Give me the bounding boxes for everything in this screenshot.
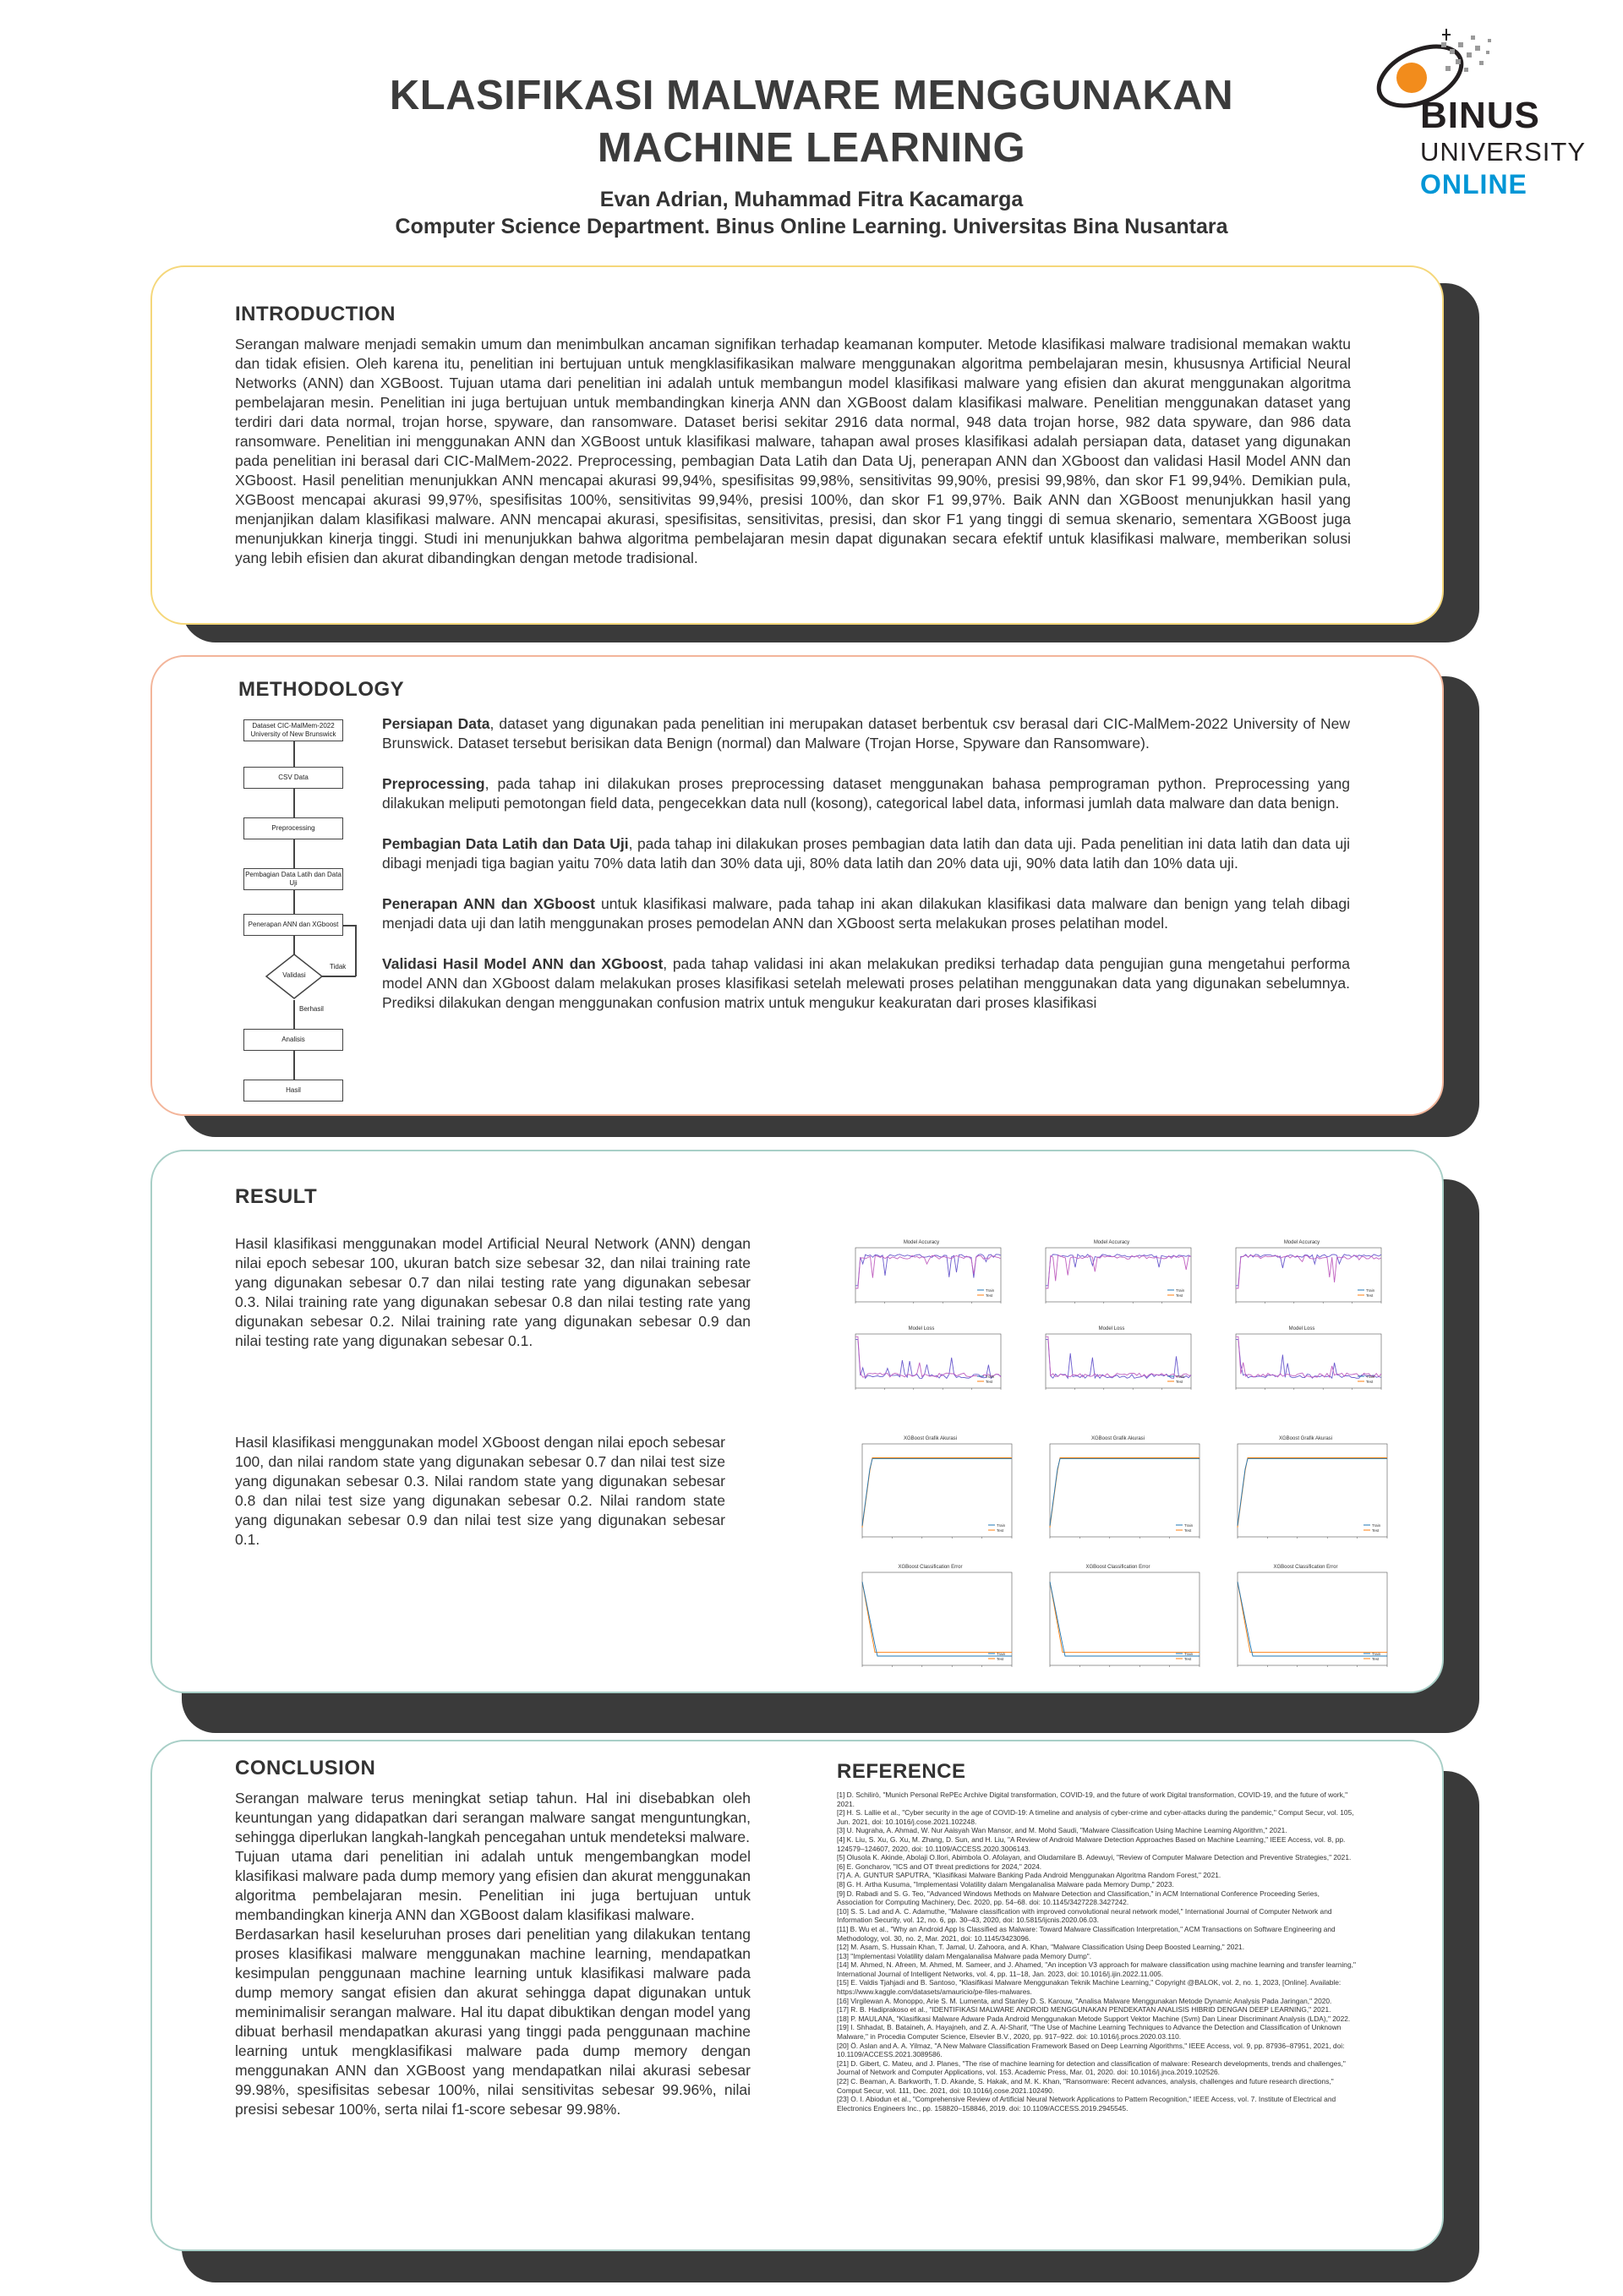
legend-label: Train [1372, 1652, 1381, 1656]
result-plot [844, 1561, 1017, 1677]
reference-item: [12] M. Asam, S. Hussain Khan, T. Jamal, U. Zahoora, and A. Khan, "Malware Classification Using Deep Boosted Learning," 2021. [837, 1943, 1245, 1952]
introduction-heading: INTRODUCTION [235, 303, 396, 325]
reference-item: [15] E. Valdis Tjahjadi and B. Santoso, "Klasifikasi Malware Menggunakan Teknik Machine Learning," Copyright @BALOK, vol. 2, no. 1, 2023, [Online]. Available: https://www.kaggle.com/datasets/amauricio/pe-files-malwares. [837, 1978, 1342, 1997]
result-card [150, 1150, 1444, 1693]
reference-item: [9] D. Rabadi and S. G. Teo, "Advanced Windows Methods on Malware Detection and Classification," in ACM International Conference Proceeding Series, Association for Computing Machinery, Dec. 2020, pp. 54–68. doi: 10.1145/3427228.3427242. [837, 1889, 1320, 1907]
plot-title: XGBoost Grafik Akurasi [1278, 1436, 1333, 1441]
plot-title: XGBoost Classification Error [1085, 1565, 1150, 1570]
reference-item: [22] C. Beaman, A. Barkworth, T. D. Akande, S. Hakak, and M. K. Khan, "Ransomware: Recent advances, analysis, challenges and future research directions," Comput Secur, vol. 111, Dec. 2021, doi: 10.1016/j.cose.2021.102490. [837, 2077, 1334, 2095]
authors: Evan Adrian, Muhammad Fitra Kacamarga [599, 188, 1024, 211]
reference-item: [7] A. A. GUNTUR SAPUTRA, "Klasifikasi Malware Banking Pada Android Menggunakan Algoritma Random Forest," 2021. [837, 1871, 1221, 1880]
plot-title: Model Accuracy [1283, 1240, 1320, 1245]
plot-title: Model Loss [1288, 1326, 1315, 1331]
conclusion-paragraph: Berdasarkan hasil keseluruhan proses dari penelitian yang dilakukan tentang proses klasifikasi malware menggunakan machine learning, mendapatkan kesimpulan penggunaan machine learning untuk klasifikasi malware pada dump memory sangat efisien dan akurat sehingga dapat digunakan untuk meminimalisir serangan malware. Hal itu dapat dibuktikan dengan model yang dibuat berhasil mendapatkan akurasi yang tinggi pada penggunaan machine learning untuk mengklasifikasi malware pada dump memory dengan menggunakan ANN dan XGBoost yang mendapatkan nilai akurasi sebesar 99.98%, spesifisitas sebesar 100%, nilai sensitivitas sebesar 99.96%, nilai presisi sebesar 100%, serta nilai f1-score sebesar 99.98%. [235, 1926, 751, 2118]
result-plot [1217, 1322, 1386, 1400]
flow-connector [293, 839, 295, 868]
legend-label: Test [997, 1657, 1004, 1661]
legend-label: Train [997, 1523, 1006, 1528]
step-title: Penerapan ANN dan XGboost [382, 895, 595, 912]
conclusion-text [235, 1789, 751, 2119]
legend-label: Test [986, 1380, 993, 1384]
result-plot [1031, 1561, 1205, 1677]
flow-tidak-label: Tidak [330, 963, 347, 970]
step-text: , dataset yang digunakan pada penelitian ini merupakan dataset berbentuk csv berasal dari CIC-MalMem-2022 University of New Brunswick. Dataset tersebut berisikan data Benign (normal) dan Malware (Trojan Horse, Spyware dan Ransomware). [382, 715, 1350, 752]
plot-frame [1236, 1334, 1381, 1388]
result-plot [1027, 1322, 1196, 1400]
plot-frame [855, 1334, 1001, 1388]
logo-line-3: ONLINE [1420, 169, 1527, 200]
reference-item: [8] G. H. Artha Kusuma, "Implementasi Volatility dalam Mengalanalisa Malware pada Memory Dump," 2023. [837, 1879, 1174, 1889]
plot-title: Model Loss [1098, 1326, 1125, 1331]
reference-item: [13] "Implementasi Volatility dalam Mengalanalisa Malware pada Memory Dump". [837, 1951, 1092, 1960]
flow-connector [293, 890, 295, 914]
flow-analisis: Analisis [243, 1029, 343, 1051]
result-xgb-text: Hasil klasifikasi menggunakan model XGboost dengan nilai epoch sebesar 100, dan nilai random state yang digunakan sebesar 0.7 dan nilai test size yang digunakan sebesar 0.3. Nilai random state yang digunakan sebesar 0.8 dan nilai test size yang digunakan sebesar 0.2. Nilai random state yang digunakan sebesar 0.9 dan nilai test size yang digunakan sebesar 0.1. [235, 1434, 725, 1548]
legend-label: Train [986, 1375, 995, 1379]
conclusion-heading: CONCLUSION [235, 1757, 376, 1779]
flow-split: Pembagian Data Latih dan Data Uji [243, 868, 343, 890]
reference-item: [19] I. Shhadat, B. Bataineh, A. Hayajneh, and Z. A. Al-Sharif, "The Use of Machine Learning Techniques to Advance the Detection and Classification of Unknown Malware," in Procedia Computer Science, Elsevier B.V., 2020, pp. 917–922. doi: 10.1016/j.procs.2020.03.110. [837, 2023, 1342, 2042]
reference-item: [1] D. Schilirò, "Munich Personal RePEc Archive Digital transformation, COVID-19, and the future of work Digital transformation, COVID-19, and the future of work," 2021. [837, 1790, 1348, 1808]
plot-frame [1238, 1572, 1387, 1665]
result-plot [1031, 1432, 1205, 1549]
methodology-heading: METHODOLOGY [238, 678, 405, 701]
step-persiapan [382, 714, 1350, 753]
plot-frame [1050, 1572, 1199, 1665]
legend-label: Test [1184, 1528, 1192, 1533]
step-penerapan [382, 894, 1350, 933]
flow-connector [293, 741, 295, 767]
plot-title: Model Accuracy [903, 1240, 940, 1245]
conclusion-paragraph: Serangan malware terus meningkat setiap tahun. Hal ini disebabkan oleh keuntungan yang didapatkan dari serangan malware sangat menguntungkan, sehingga diperlukan langkah-langkah pencegahan untuk mendeteksi malware. [235, 1790, 751, 1845]
plot-title: XGBoost Grafik Akurasi [1090, 1436, 1145, 1441]
flow-validasi-label: Validasi [282, 971, 306, 979]
flow-connector [343, 925, 356, 927]
reference-item: [2] H. S. Lallie et al., "Cyber security in the age of COVID-19: A timeline and analysis of cyber-crime and cyber-attacks during the pandemic," Comput Secur, vol. 105, Jun. 2021, doi: 10.1016/j.cose.2021.102248. [837, 1808, 1354, 1826]
result-plot [837, 1322, 1006, 1400]
legend-label: Train [1372, 1523, 1381, 1528]
reference-item: [11] B. Wu et al., "Why an Android App Is Classified as Malware: Toward Malware Classification Interpretation," ACM Transactions on Software Engineering and Methodology, vol. 30, no. 2, Mar. 2021, doi: 10.1145/3423096. [837, 1924, 1336, 1943]
legend-label: Train [1366, 1375, 1375, 1379]
flow-csv: CSV Data [243, 767, 343, 789]
reference-item: [3] U. Nugraha, A. Ahmad, W. Nur Aaisyah Wan Mansor, and M. Mohd Saudi, "Malware Classification Using Machine Learning Algorithm," 2021. [837, 1826, 1287, 1835]
methodology-flowchart [235, 714, 396, 1112]
conclusion-paragraph: Tujuan utama dari penelitian ini adalah untuk mengembangkan model klasifikasi malware pada dump memory yang efisien dan akurat menggunakan algoritma pembelajaran mesin. Penelitian ini juga bertujuan untuk membandingkan kinerja ANN dan XGBoost dalam klasifikasi malware. [235, 1848, 751, 1923]
step-title: Pembagian Data Latih dan Data Uji [382, 835, 629, 852]
flow-connector [322, 976, 356, 977]
logo-line-2: UNIVERSITY [1420, 137, 1587, 167]
reference-item: [10] S. S. Lad and A. C. Adamuthe, "Malware classification with improved convolutional neural network model," International Journal of Computer Network and Information Security, vol. 12, no. 6, pp. 30–43, 2020, doi: 10.5815/ijcnis.2020.06.03. [837, 1906, 1332, 1925]
reference-item: [4] K. Liu, S. Xu, G. Xu, M. Zhang, D. Sun, and H. Liu, "A Review of Android Malware Detection Approaches Based on Machine Learning," IEEE Access, vol. 8, pp. 124579–124607, 2020, doi: 10.1109/ACCESS.2020.3006143. [837, 1834, 1346, 1853]
flow-connector [355, 925, 357, 976]
title-line-2: MACHINE LEARNING [597, 125, 1026, 171]
result-plot [1219, 1561, 1392, 1677]
plot-frame [1046, 1334, 1191, 1388]
plot-frame [862, 1572, 1012, 1665]
legend-label: Test [1372, 1528, 1380, 1533]
reference-heading: REFERENCE [837, 1760, 966, 1783]
step-validasi [382, 954, 1350, 1013]
legend-label: Train [1176, 1288, 1185, 1293]
reference-item: [23] O. I. Abiodun et al., "Comprehensive Review of Artificial Neural Network Applications to Pattern Recognition," IEEE Access, vol. 7. Institute of Electrical and Electronics Engineers Inc., pp. 158820–158846, 2019. doi: 10.1109/ACCESS.2019.2945545. [837, 2095, 1336, 2113]
conclusion-card [150, 1740, 1444, 2251]
legend-label: Test [1176, 1380, 1183, 1384]
flow-apply: Penerapan ANN dan XGboost [243, 914, 343, 936]
introduction-card [150, 265, 1444, 625]
plot-title: XGBoost Classification Error [898, 1565, 963, 1570]
logo-line-1: BINUS [1420, 95, 1540, 136]
result-plot [1217, 1236, 1386, 1314]
legend-label: Train [1176, 1375, 1185, 1379]
methodology-steps [382, 714, 1350, 1013]
plot-title: Model Accuracy [1093, 1240, 1130, 1245]
flow-hasil: Hasil [243, 1080, 343, 1102]
flow-connector [293, 1051, 295, 1080]
result-heading: RESULT [235, 1185, 318, 1208]
title-line-1: KLASIFIKASI MALWARE MENGGUNAKAN [389, 73, 1234, 118]
reference-item: [18] P. MAULANA, "Klasifikasi Malware Adware Pada Android Menggunakan Metode Support Vektor Machine (Svm) Dan Linear Discriminant Analysis (LDA)," 2022. [837, 2014, 1351, 2023]
step-pembagian [382, 834, 1350, 873]
step-title: Persiapan Data [382, 715, 490, 732]
plot-title: Model Loss [908, 1326, 935, 1331]
reference-item: [6] E. Goncharov, "ICS and OT threat predictions for 2024," 2024. [837, 1861, 1042, 1871]
flow-dataset: Dataset CIC-MalMem-2022 University of New Brunswick [243, 719, 343, 741]
legend-label: Train [1184, 1652, 1194, 1656]
result-ann-text: Hasil klasifikasi menggunakan model Artificial Neural Network (ANN) dengan nilai epoch sebesar 100, ukuran batch size sebesar 32, dan nilai training rate yang digunakan sebesar 0.7 dan nilai testing rate yang digunakan sebesar 0.3. Nilai training rate yang digunakan sebesar 0.8 dan nilai testing rate yang digunakan sebesar 0.2. Nilai training rate yang digunakan sebesar 0.9 dan nilai testing rate yang digunakan sebesar 0.1. [235, 1235, 751, 1349]
affiliation: Computer Science Department. Binus Online Learning. Universitas Bina Nusantara [395, 215, 1228, 238]
legend-label: Test [1184, 1657, 1192, 1661]
reference-item: [20] Ö. Aslan and A. A. Yilmaz, "A New Malware Classification Framework Based on Deep Learning Algorithms," IEEE Access, vol. 9, pp. 87936–87951, 2021, doi: 10.1109/ACCESS.2021.3089586. [837, 2041, 1345, 2059]
ann-plots-grid [837, 1236, 1378, 1422]
flow-connector [293, 789, 295, 817]
reference-list [837, 1790, 1357, 2113]
reference-item: [17] R. B. Hadiprakoso et al., "IDENTIFIKASI MALWARE ANDROID MENGGUNAKAN PENDEKATAN ANALISIS HIBRID DENGAN DEEP LEARNING," 2021. [837, 2005, 1331, 2014]
legend-label: Train [1184, 1523, 1194, 1528]
legend-label: Test [986, 1293, 993, 1298]
flow-connector [293, 1000, 295, 1029]
flow-berhasil-label: Berhasil [299, 1005, 324, 1013]
flow-connector [293, 936, 295, 954]
result-plot [1219, 1432, 1392, 1549]
step-title: Validasi Hasil Model ANN dan XGboost [382, 955, 664, 972]
result-plot [1027, 1236, 1196, 1314]
legend-label: Test [1366, 1380, 1374, 1384]
flow-preprocessing: Preprocessing [243, 817, 343, 839]
legend-label: Train [997, 1652, 1006, 1656]
legend-label: Train [1366, 1288, 1375, 1293]
legend-label: Train [986, 1288, 995, 1293]
step-title: Preprocessing [382, 775, 485, 792]
step-preprocessing [382, 774, 1350, 813]
plot-title: XGBoost Grafik Akurasi [903, 1436, 958, 1441]
methodology-card [150, 655, 1444, 1116]
reference-item: [16] Virgilewan A. Monoppo, Arie S. M. Lumenta, and Stanley D. S. Karouw, "Analisa Malware Menggunakan Metode Dynamic Analysis Pada Jaringan," 2020. [837, 1996, 1332, 2005]
plot-title: XGBoost Classification Error [1273, 1565, 1338, 1570]
legend-label: Test [1372, 1657, 1380, 1661]
result-plot [844, 1432, 1017, 1549]
step-text: untuk klasifikasi malware, pada tahap ini akan dilakukan klasifikasi data malware dan benign yang telah dibagi menjadi data uji dan latih menggunakan proses pemodelan ANN dan XGboost serta melakukan proses pelatihan model. [382, 895, 1351, 932]
step-text: , pada tahap validasi ini akan melakukan prediksi terhadap data pengujian guna mengetahui performa model ANN dan XGboost dalam melakukan proses klasifikasi setelah melewati proses pelatihan menggunakan data yang digunakan sebelumnya. Prediksi dilakukan dengan menggunakan confusion matrix untuk mengukur keakuratan dari proses klasifikasi [382, 955, 1350, 1011]
reference-item: [5] Olusola K. Akinde, Abolaji O.Ilori, Abimbola O. Afolayan, and Oludamilare B. Adewuyi, "Review of Computer Malware Detection and Preventive Strategies," 2021. [837, 1853, 1352, 1862]
reference-item: [14] M. Ahmed, N. Afreen, M. Ahmed, M. Sameer, and J. Ahamed, "An inception V3 approach for malware classification using machine learning and transfer learning," International Journal of Intelligent Networks, vol. 4, pp. 11–18, Jan. 2023, doi: 10.1016/j.ijin.2022.11.005. [837, 1960, 1356, 1978]
legend-label: Test [1366, 1293, 1374, 1298]
binus-logo [1361, 17, 1606, 211]
legend-label: Test [1176, 1293, 1183, 1298]
result-plot [837, 1236, 1006, 1314]
xgb-plots-grid [844, 1432, 1385, 1686]
reference-item: [21] D. Gibert, C. Mateu, and J. Planes, "The rise of machine learning for detection and classification of malware: Research developments, trends and challenges," Journal of Network and Computer Applications, vol. 153. Academic Press, Mar. 01, 2020. doi: 10.1016/j.jnca.2019.102526. [837, 2058, 1346, 2077]
legend-label: Test [997, 1528, 1004, 1533]
step-text: , pada tahap ini dilakukan proses pembagian data latih dan data uji. Pada penelitian ini data latih dan data uji dibagi menjadi tiga bagian yaitu 70% data latih dan 30% data uji, 80% data latih dan 20% data uji, 90% data latih dan 10% data uji. [382, 835, 1350, 872]
introduction-text: Serangan malware menjadi semakin umum dan menimbulkan ancaman signifikan terhadap keamanan komputer. Metode klasifikasi malware tradisional memakan waktu dan tidak efisien. Oleh karena itu, penelitian ini bertujuan untuk mengklasifikasikan malware menggunakan algoritma pembelajaran mesin, khususnya Artificial Neural Networks (ANN) dan XGBoost. Tujuan utama dari penelitian ini adalah untuk membangun model klasifikasi malware yang efisien dan akurat menggunakan algoritma pembelajaran mesin. Penelitian ini juga bertujuan untuk membandingkan kinerja ANN dan XGBoost dalam klasifikasi malware. Penelitian menggunakan dataset yang terdiri dari data normal, trojan horse, spyware, dan ransomware. Dataset berisi sekitar 2916 data normal, 948 data trojan horse, 982 data spyware, dan 986 data ransomware. Penelitian ini menggunakan ANN dan XGBoost untuk klasifikasi malware, tahapan awal proses klasifikasi adalah persiapan data, dataset yang digunakan pada penelitian ini berasal dari CIC-MalMem-2022. Preprocessing, pembagian Data Latih dan Data Uj, penerapan ANN dan XGboost dan validasi Hasil Model ANN dan XGboost. Hasil penelitian menunjukkan ANN mencapai akurasi 99,94%, spesifisitas 99,98%, sensitivitas 99,90%, presisi 99,98%, dan skor F1 99,94%. Demikian pula, XGBoost mencapai akurasi 99,97%, spesifisitas 100%, sensitivitas 99,94%, presisi 100%, dan skor F1 99,97%. Baik ANN dan XGBoost menunjukkan hasil yang menjanjikan dalam klasifikasi malware. ANN mencapai akurasi, spesifisitas, sensitivitas, presisi, dan skor F1 yang tinggi di semua skenario, sementara XGBoost juga menunjukkan kinerja tinggi. Studi ini menunjukkan bahwa algoritma pembelajaran mesin dapat digunakan secara efektif untuk klasifikasi malware, memberikan solusi yang lebih efisien dan akurat dibandingkan dengan metode tradisional. [235, 336, 1351, 566]
step-text: , pada tahap ini dilakukan proses preprocessing dataset menggunakan bahasa pemprograman python. Preprocessing yang dilakukan meliputi pemotongan field data, pengecekkan data null (kosong), categorical label data, informasi jumlah data malware dan data benign. [382, 775, 1350, 812]
